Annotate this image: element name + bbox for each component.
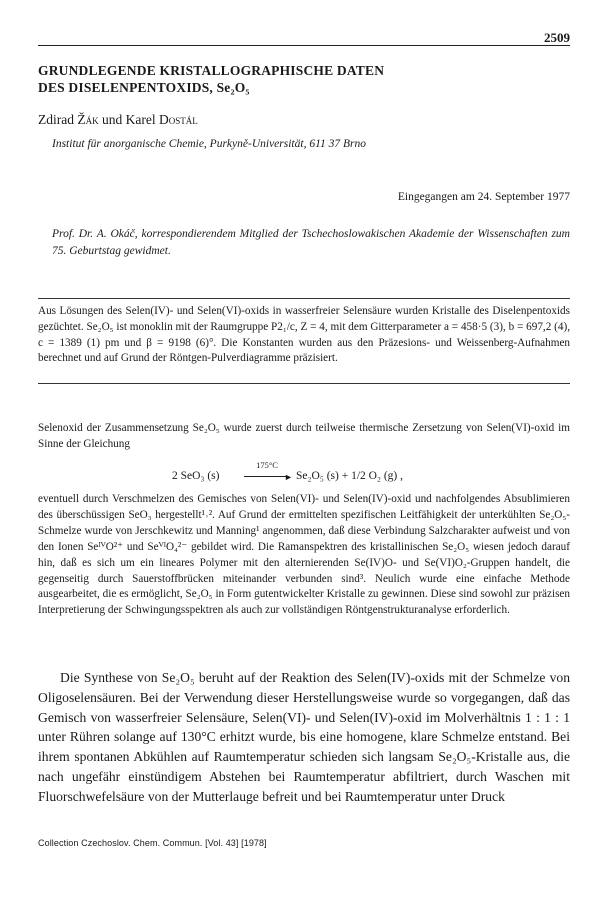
arrow-head-icon: ►: [284, 472, 293, 482]
author1-first: Zdirad: [38, 112, 78, 127]
institute-affiliation: Institut für anorganische Chemie, Purkyně-Universität, 611 37 Brno: [52, 138, 366, 150]
reaction-arrow: [244, 476, 288, 477]
author-joiner: und Karel: [98, 112, 159, 127]
received-date: Eingegangen am 24. September 1977: [397, 191, 570, 203]
equation-right-side: Se₂O₅ (s) + 1/2 O₂ (g) ,: [296, 470, 403, 482]
title-line-2: DES DISELENPENTOXIDS, Se₂O₅: [38, 80, 250, 95]
author-line: [38, 112, 198, 128]
equation-left-side: 2 SeO₃ (s): [172, 470, 220, 482]
abstract-text: Aus Lösungen des Selen(IV)- und Selen(VI)-oxids in wasserfreier Selensäure wurden Kristalle des Diselenpentoxids gezüchtet. Se₂O₅ ist monoklin mit der Raumgruppe P2₁/c, Z = 4, mit dem Gitterparameter a = 458·5 (3), b = 697,2 (4), c = 1389 (1) pm und β = 9198 (6)°. Die Konstanten wurden aus den Präzesions- und Weissenberg-Aufnahmen berechnet und auf Grund der Röntgen-Pulverdiagramme präzisiert.: [38, 305, 570, 365]
dedication: Prof. Dr. A. Okáč, korrespondierendem Mitglied der Tschechoslowakischen Akademie der Wissenschaften zum 75. Geburtstag gewidmet.: [52, 228, 570, 257]
author1-last: Žák: [77, 112, 99, 127]
journal-citation: Collection Czechoslov. Chem. Commun. [Vol. 43] [1978]: [38, 838, 267, 848]
body-paragraph-small: eventuell durch Verschmelzen des Gemisches von Selen(VI)- und Selen(IV)-oxid und nachfolgendes Absublimieren des überschüssigen SeO₃ hergestellt¹˒². Auf Grund der ermittelten spezifischen Leitfähigkeit der unterkühlten Se₂O₅-Schmelze wurde von Jerschkewitz und Manning¹ angenommen, daß diese Verbindung Salzcharakter aufweist und von den Ionen SeᴵⱽO²⁺ und SeⱽᴵO₄²⁻ gebildet wird. Die Ramanspektren des kristallinischen Se₂O₅ wiesen jedoch darauf hin, daß es sich um ein lineares Polymer mit den alternierenden Se(IV)O- und Se(VI)O₂-Gruppen handelt, die gegenseitig durch Sauerstoffbrücken miteinander verbunden sind³. Neulich wurde eine einfache Methode ausgearbeitet, die es ermöglicht, Se₂O₅ in Form gutentwickelter Kristalle zu gewinnen. Diese sind sowohl zur präzisen Interpretierung der Schwingungsspektren als auch zur vollständigen Röntgenstrukturanalyse erforderlich.: [38, 493, 570, 617]
equation-condition: 175°C: [256, 460, 278, 470]
page-number: 2509: [544, 30, 570, 45]
intro-paragraph: Selenoxid der Zusammensetzung Se₂O₅ wurde zuerst durch teilweise thermische Zersetzung von Selen(VI)-oxid im Sinne der Gleichung: [38, 422, 570, 450]
header-rule: [38, 45, 570, 46]
article-title: [38, 62, 538, 96]
author2-last: Dostál: [158, 112, 198, 127]
body-paragraph-main: Die Synthese von Se₂O₅ beruht auf der Reaktion des Selen(IV)-oxids mit der Schmelze von Oligoselensäuren. Bei der Verwendung dieser Herstellungsweise wurde so vorgegangen, daß das Gemisch von wasserfreier Selensäure, Selen(VI)- und Selen(IV)-oxid im Molverhältnis 1 : 1 : 1 unter Rühren solange auf 130°C erhitzt wurde, bis eine homogene, klare Schmelze entstand. Bei ihrem spontanen Abkühlen auf Raumtemperatur schieden sich langsam Se₂O₅-Kristalle aus, die nach ungefähr einstündigem Abstehen bei Raumtemperatur abfiltriert, durch Waschen mit Fluorschwefelsäure von der Mutterlauge befreit und bei Raumtemperatur unter Druck: [38, 670, 570, 804]
title-line-1: GRUNDLEGENDE KRISTALLOGRAPHISCHE DATEN: [38, 63, 385, 78]
